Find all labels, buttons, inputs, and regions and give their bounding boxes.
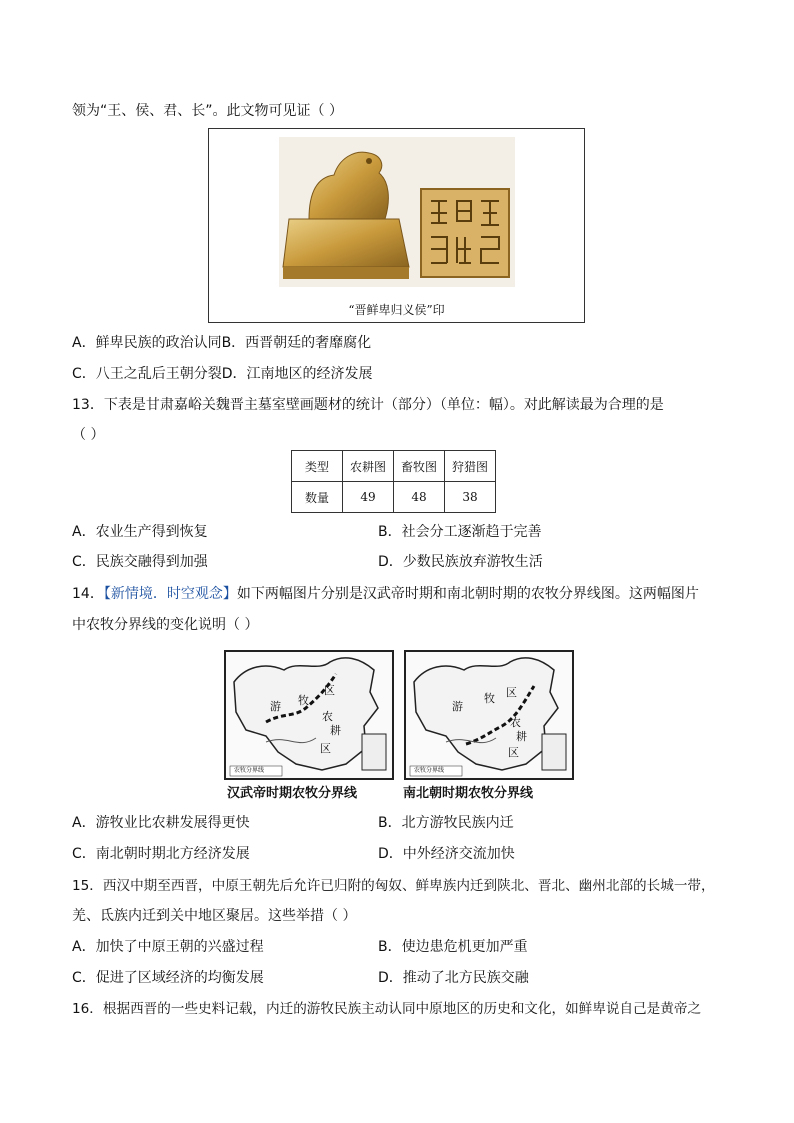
q15-option-d: D．推动了北方民族交融: [378, 970, 529, 986]
q16-stem: 16．根据西晋的一些史料记载，内迁的游牧民族主动认同中原地区的历史和文化，如鲜卑说自己是黄帝之: [72, 1001, 702, 1017]
q12-option-a: A．鲜卑民族的政治认同: [72, 335, 222, 351]
map1-label-geng: 耕: [330, 724, 341, 737]
map-nanbeichao: [404, 650, 574, 780]
map1-legend: 农牧分界线: [234, 767, 265, 774]
map-nanbeichao-outline: [406, 652, 572, 778]
seal-figure: [208, 128, 585, 323]
table-cell: 38: [445, 482, 496, 513]
map-han-wudi: [224, 650, 394, 780]
table-row: [292, 482, 496, 513]
q15-option-b: B．使边患危机更加严重: [378, 939, 528, 955]
q14-stem-line2: 中农牧分界线的变化说明（ ）: [72, 617, 259, 633]
table-cell: 49: [343, 482, 394, 513]
seal-image: [209, 129, 584, 294]
map2-label-geng: 耕: [516, 730, 527, 743]
q12-options-ab: [72, 333, 371, 353]
q13-option-c: C．民族交融得到加强: [72, 554, 208, 570]
q13-option-d: D．少数民族放弃游牧生活: [378, 554, 543, 570]
map2-label-nong: 农: [510, 716, 521, 729]
q12-options-cd: [72, 364, 373, 384]
map1-label-mu: 牧: [298, 694, 309, 707]
q13-stem-line2: （ ）: [72, 427, 105, 443]
map-han-wudi-outline: [226, 652, 392, 778]
map2-caption: 南北朝时期农牧分界线: [403, 786, 534, 801]
map1-label-nong: 农: [322, 710, 333, 723]
q13-table: [291, 450, 496, 513]
map2-label-qu2: 区: [508, 746, 519, 759]
q15-stem: 15．西汉中期至西晋，中原王朝先后允许已归附的匈奴、鲜卑族内迁到陕北、晋北、幽州北部的长城一带，: [72, 878, 715, 894]
q14-option-c: C．南北朝时期北方经济发展: [72, 846, 250, 862]
q13-stem: 13．下表是甘肃嘉峪关魏晋主墓室壁画题材的统计（部分）（单位：幅）。对此解读最为合理的是: [72, 397, 664, 413]
q14-option-d: D．中外经济交流加快: [378, 846, 515, 862]
q14-stem: [72, 584, 699, 604]
map1-label-qu1: 区: [324, 684, 335, 697]
seal-caption: “晋鲜卑归义侯”印: [348, 303, 445, 317]
map2-legend: 农牧分界线: [414, 767, 445, 774]
map1-caption: 汉武帝时期农牧分界线: [227, 786, 358, 801]
map2-label-mu: 牧: [484, 692, 495, 705]
table-header-cell: 畜牧图: [394, 451, 445, 482]
q14-stem-rest: 如下两幅图片分别是汉武帝时期和南北朝时期的农牧分界线图。这两幅图片: [236, 586, 699, 602]
q12-option-b: B．西晋朝廷的奢靡腐化: [221, 335, 372, 351]
map2-label-you: 游: [452, 700, 463, 713]
q14-option-a: A．游牧业比农耕发展得更快: [72, 815, 250, 831]
q12-stem-tail: 领为“王、侯、君、长”。此文物可见证（ ）: [72, 103, 343, 119]
q15-option-a: A．加快了中原王朝的兴盛过程: [72, 939, 264, 955]
table-cell: 48: [394, 482, 445, 513]
table-cell: 数量: [292, 482, 343, 513]
q14-number: 14．: [72, 586, 104, 602]
table-row: [292, 451, 496, 482]
table-header-cell: 农耕图: [343, 451, 394, 482]
q15-option-c: C．促进了区域经济的均衡发展: [72, 970, 264, 986]
table-header-cell: 狩猎图: [445, 451, 496, 482]
q14-tag: 【新情境．时空观念】: [103, 586, 237, 602]
q13-option-b: B．社会分工逐渐趋于完善: [378, 524, 542, 540]
q15-stem-line2: 羌、氐族内迁到关中地区聚居。这些举措（ ）: [72, 908, 357, 924]
table-header-cell: 类型: [292, 451, 343, 482]
q14-option-b: B．北方游牧民族内迁: [378, 815, 514, 831]
map2-label-qu1: 区: [506, 686, 517, 699]
map1-label-qu2: 区: [320, 742, 331, 755]
q12-option-c: C．八王之乱后王朝分裂: [72, 366, 222, 382]
map1-label-you: 游: [270, 700, 281, 713]
q13-option-a: A．农业生产得到恢复: [72, 524, 208, 540]
q12-option-d: D．江南地区的经济发展: [221, 366, 373, 382]
